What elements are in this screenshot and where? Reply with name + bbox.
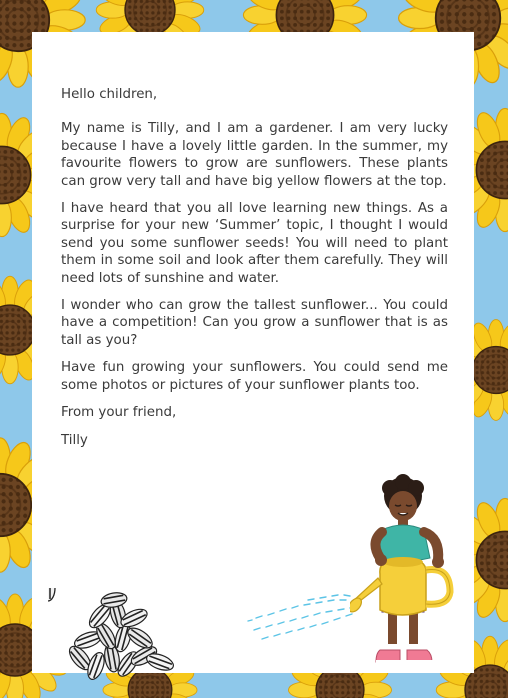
letter-paragraph: I have heard that you all love learning new things. As a surprise for your new ‘Summer’ topic, I thought I would send you some sunflower seeds! You will need to plant them in some soil and look after them carefully. They will need lots of sunshine and water. xyxy=(61,201,448,286)
water-spray xyxy=(246,592,364,644)
letter-closing: From your friend, xyxy=(61,405,177,421)
letter-greeting: Hello children, xyxy=(61,87,158,102)
child-with-watering-can-illustration xyxy=(350,474,462,674)
letter-signature: Tilly xyxy=(61,432,88,448)
letter-paragraph: I wonder who can grow the tallest sunflower... You could have a competition! Can you grow a sunflower that is as tall as you? xyxy=(61,298,448,348)
letter-body xyxy=(61,86,448,459)
letter-paragraph: Have fun growing your sunflowers. You could send me some photos or pictures of your sunflower plants too. xyxy=(61,360,448,393)
sunflower-seeds-illustration xyxy=(48,588,183,683)
letter-paragraph: My name is Tilly, and I am a gardener. I am very lucky because I have a lovely little garden. In the summer, my favourite flowers to grow are sunflowers. These plants can grow very tall and have big yellow flowers at the top. xyxy=(61,121,448,189)
